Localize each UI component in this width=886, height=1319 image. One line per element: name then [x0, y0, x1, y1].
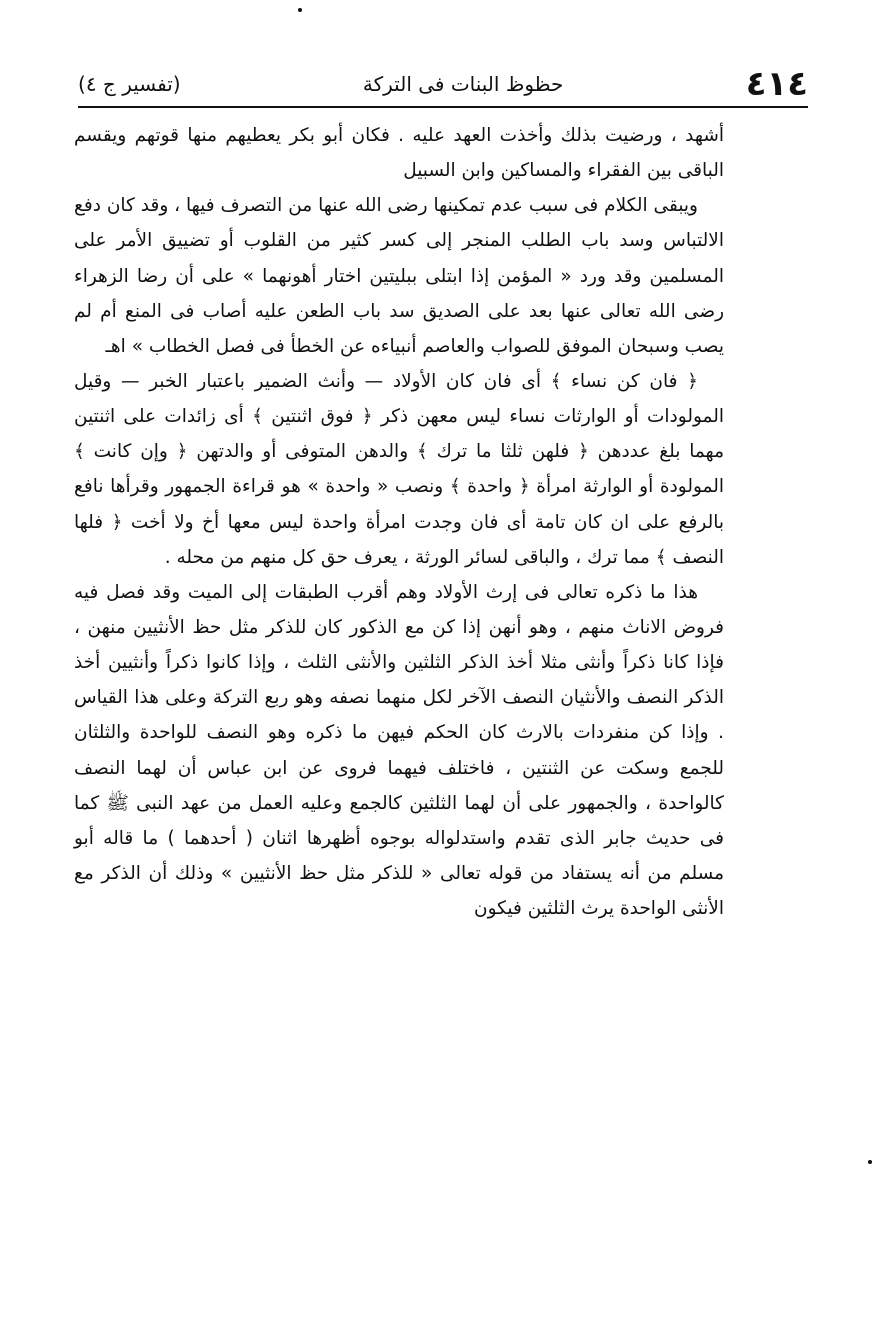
page-number: ٤١٤ — [745, 64, 808, 104]
paragraph: هذا ما ذكره تعالى فى إرث الأولاد وهم أقرب الطبقات إلى الميت وقد فصل فيه فروض الاناث منهم ، وهو أنهن إذا كن مع الذكور كان للذكر مثل حظ الأنثيين منهن ، فإذا كانا ذكراً وأنثى مثلا أخذ الذكر الثلثين والأنثى الثلث ، وإذا كانوا ذكراً وأنثيين أخذ الذكر النصف والأنثيان النصف الآخر لكل منهما نصفه وهو ربع التركة وعلى هذا القياس . وإذا كن منفردات بالارث كان الحكم فيهن ما ذكره وهو النصف للواحدة والثلثان للجمع وسكت عن الثنتين ، فاختلف فيهما فروى عن ابن عباس أن لهما النصف كالواحدة ، والجمهور على أن لهما الثلثين كالجمع وعليه العمل من عهد النبى ﷺ كما فى حديث جابر الذى تقدم واستدلواله بوجوه أظهرها اثنان ( أحدهما ) ما قاله أبو مسلم من أنه يستفاد من قوله تعالى « للذكر مثل حظ الأنثيين » وذلك أن الذكر مع الأنثى الواحدة يرث الثلثين فيكون — [74, 581, 724, 920]
section-reference: (تفسير ج ٤) — [78, 72, 181, 96]
page-header — [78, 62, 808, 108]
paragraph: ويبقى الكلام فى سبب عدم تمكينها رضى الله عنها من التصرف فيها ، وقد كان دفع الالتباس وسد باب الطلب المنجر إلى كسر كثير من القلوب أو تضييق الأمر على المسلمين وقد ورد « المؤمن إذا ابتلى ببليتين اختار أهونهما » على أن رضا الزهراء رضى الله تعالى عنها بعد على الصديق سد باب الطعن عليه أصاب فى المنع أم لم يصب وسبحان الموفق للصواب والعاصم أنبياءه عن الخطأ فى فصل الخطاب » اهـ — [74, 195, 724, 357]
paragraph: أشهد ، ورضيت بذلك وأخذت العهد عليه . فكان أبو بكر يعطيهم منها قوتهم ويقسم الباقى بين الفقراء والمساكين وابن السبيل — [74, 125, 724, 182]
body-text — [74, 118, 724, 926]
running-title: حظوظ البنات فى التركة — [362, 72, 564, 96]
scan-speck — [868, 1160, 872, 1164]
paragraph: ﴿ فان كن نساء ﴾ أى فان كان الأولاد — وأنث الضمير باعتبار الخبر — وقيل المولودات أو الوارثات نساء ليس معهن ذكر ﴿ فوق اثنتين ﴾ أى زائدات على اثنتين مهما بلغ عددهن ﴿ فلهن ثلثا ما ترك ﴾ والدهن المتوفى أو والدتهن ﴿ وإن كانت ﴾ المولودة أو الوارثة امرأة ﴿ واحدة ﴾ ونصب « واحدة » هو قراءة الجمهور وقرأها نافع بالرفع على ان كان تامة أى فان وجدت امرأة واحدة ليس معها أخ ولا أخت ﴿ فلها النصف ﴾ مما ترك ، والباقى لسائر الورثة ، يعرف حق كل منهم من محله . — [74, 370, 724, 568]
scan-speck — [298, 8, 302, 12]
